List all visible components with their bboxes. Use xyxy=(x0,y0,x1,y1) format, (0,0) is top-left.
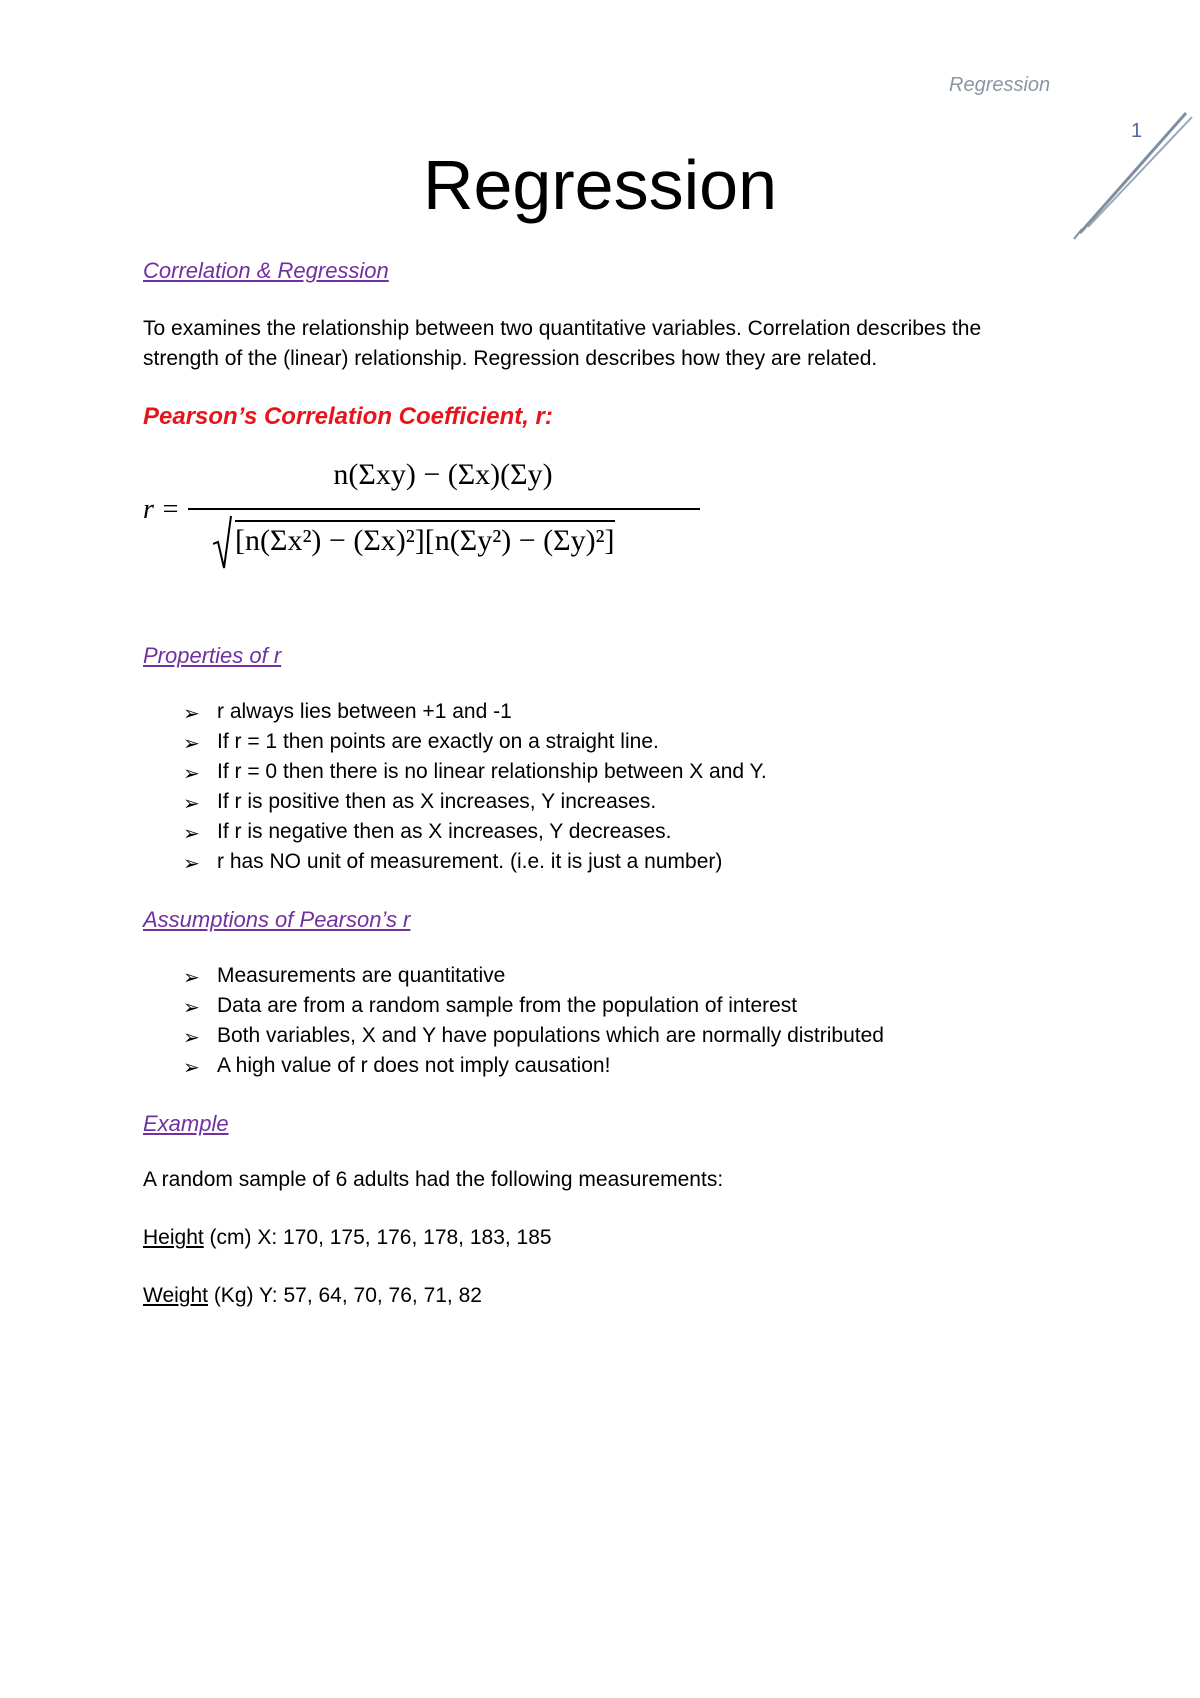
arrowhead-bullet-icon: ➢ xyxy=(183,793,200,815)
properties-list xyxy=(183,697,767,877)
section-heading-assumptions: Assumptions of Pearson’s r xyxy=(143,907,411,932)
running-header: Regression xyxy=(949,74,1051,96)
pearson-heading: Pearson’s Correlation Coefficient, r: xyxy=(143,403,553,430)
section-heading-properties: Properties of r xyxy=(143,643,282,668)
arrowhead-bullet-icon: ➢ xyxy=(183,763,200,785)
list-item: ➢ If r is negative then as X increases, Y decreases. xyxy=(183,817,767,847)
weight-label: Weight xyxy=(143,1284,208,1307)
intro-line-1: To examines the relationship between two quantitative variables. Correlation describes the xyxy=(143,317,982,340)
arrowhead-bullet-icon: ➢ xyxy=(183,733,200,755)
arrowhead-bullet-icon: ➢ xyxy=(183,853,200,875)
arrowhead-bullet-icon: ➢ xyxy=(183,1057,200,1079)
assumptions-list xyxy=(183,961,884,1081)
page-number: 1 xyxy=(1131,120,1143,142)
arrowhead-bullet-icon: ➢ xyxy=(183,823,200,845)
document-title: Regression xyxy=(422,146,778,224)
height-values: (cm) X: 170, 175, 176, 178, 183, 185 xyxy=(203,1226,552,1249)
list-item: ➢ Data are from a random sample from the population of interest xyxy=(183,991,884,1021)
list-item: ➢ If r = 1 then points are exactly on a straight line. xyxy=(183,727,767,757)
square-root-icon xyxy=(213,514,233,570)
fraction-bar xyxy=(188,508,700,510)
formula-numerator: n(Σxy) − (Σx)(Σy) xyxy=(333,458,553,491)
weight-data xyxy=(143,1284,482,1308)
formula-lhs: r = xyxy=(143,494,180,525)
list-item: ➢ r has NO unit of measurement. (i.e. it is just a number) xyxy=(183,847,767,877)
section-heading-example: Example xyxy=(143,1111,229,1136)
arrowhead-bullet-icon: ➢ xyxy=(183,967,200,989)
list-item: ➢ Measurements are quantitative xyxy=(183,961,884,991)
arrowhead-bullet-icon: ➢ xyxy=(183,997,200,1019)
intro-line-2: strength of the (linear) relationship. Regression describes how they are related. xyxy=(143,347,878,370)
height-data xyxy=(143,1226,552,1250)
list-item: ➢ If r is positive then as X increases, Y increases. xyxy=(183,787,767,817)
pearson-formula xyxy=(143,458,703,578)
list-item: ➢ If r = 0 then there is no linear relationship between X and Y. xyxy=(183,757,767,787)
formula-denominator: [n(Σx²) − (Σx)²][n(Σy²) − (Σy)²] xyxy=(235,520,615,558)
list-item: ➢ Both variables, X and Y have populations which are normally distributed xyxy=(183,1021,884,1051)
height-label: Height xyxy=(143,1226,204,1249)
section-heading-correlation: Correlation & Regression xyxy=(143,258,389,283)
arrowhead-bullet-icon: ➢ xyxy=(183,1027,200,1049)
list-item: ➢ r always lies between +1 and -1 xyxy=(183,697,767,727)
list-item: ➢ A high value of r does not imply causation! xyxy=(183,1051,884,1081)
example-intro: A random sample of 6 adults had the following measurements: xyxy=(143,1168,724,1191)
arrowhead-bullet-icon: ➢ xyxy=(183,703,200,725)
weight-values: (Kg) Y: 57, 64, 70, 76, 71, 82 xyxy=(207,1284,482,1307)
